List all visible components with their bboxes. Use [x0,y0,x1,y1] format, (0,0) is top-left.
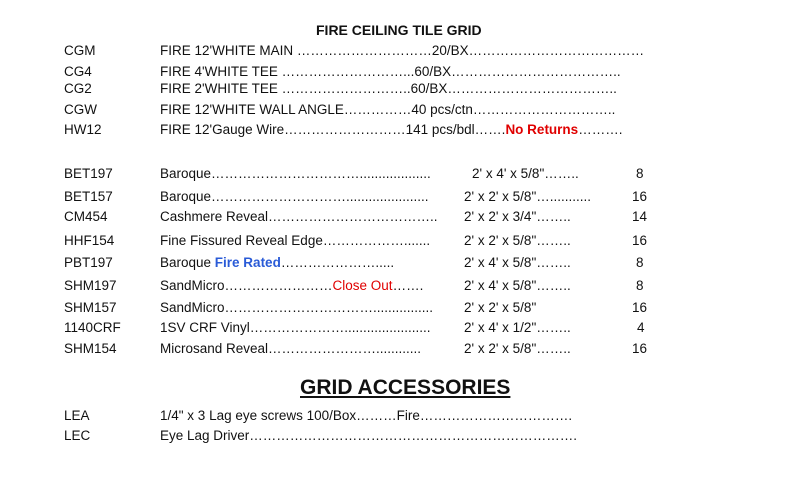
tile-desc-tail: …………………..... [280,255,395,270]
fire-rated-flag: Fire Rated [214,255,281,270]
grid-code: CG2 [64,81,92,96]
grid-accessories-heading: GRID ACCESSORIES [300,376,511,399]
tile-desc: Baroque……………………………................... [160,166,431,181]
tile-desc: Fine Fissured Reveal Edge………………....... [160,233,431,248]
tile-size: 2' x 4' x 5/8"…….. [464,278,571,293]
accessory-desc: Eye Lag Driver………………………………………………………………. [160,428,578,443]
tile-size: 2' x 2' x 5/8"…….. [464,341,571,356]
tile-code: SHM197 [64,278,117,293]
tile-desc-text: Baroque [160,255,215,270]
no-returns-note: No Returns [505,122,579,137]
tile-qty: 16 [632,189,648,204]
close-out-flag: Close Out [332,278,393,293]
grid-code: CGW [64,102,97,117]
grid-desc: FIRE 4'WHITE TEE ………………………...60/BX……………………………….. [160,64,621,79]
tile-desc: Microsand Reveal……………………............ [160,341,422,356]
tile-size: 2' x 2' x 5/8" [464,300,537,315]
grid-desc-text: FIRE 12'Gauge Wire………………………141 pcs/bdl……. [160,122,506,137]
tile-desc: SandMicro……………………………................ [160,300,434,315]
accessory-desc: 1/4" x 3 Lag eye screws 100/Box………Fire……………………………. [160,408,573,423]
tile-size: 2' x 2' x 5/8"…........... [464,189,591,204]
tile-code: SHM154 [64,341,117,356]
tile-code: HHF154 [64,233,115,248]
grid-desc: FIRE 2'WHITE TEE ………………………..60/BX……………………………….. [160,81,617,96]
tile-code: BET197 [64,166,113,181]
tile-desc [160,278,423,293]
tile-code: BET157 [64,189,113,204]
tile-size: 2' x 2' x 5/8"…….. [464,233,571,248]
tile-code: SHM157 [64,300,117,315]
tile-qty: 8 [636,278,644,293]
tile-desc-text: SandMicro…………………… [160,278,333,293]
tile-desc: Baroque…………………………...................... [160,189,429,204]
grid-code: CGM [64,43,96,58]
tile-size: 2' x 4' x 5/8"…….. [472,166,579,181]
grid-code: CG4 [64,64,92,79]
fire-grid-title: FIRE CEILING TILE GRID [316,22,482,38]
tile-qty: 14 [632,209,648,224]
tile-qty: 4 [637,320,645,335]
grid-desc [160,122,622,137]
tile-qty: 16 [632,300,648,315]
tile-desc [160,255,394,270]
tile-desc-tail: ……. [392,278,424,293]
tile-code: 1140CRF [64,320,121,335]
tile-code: PBT197 [64,255,113,270]
tile-size: 2' x 4' x 5/8"…….. [464,255,571,270]
tile-qty: 16 [632,233,648,248]
tile-qty: 16 [632,341,648,356]
grid-desc: FIRE 12'WHITE WALL ANGLE……………40 pcs/ctn………………………….. [160,102,616,117]
grid-desc-tail: ………. [578,122,623,137]
tile-size: 2' x 2' x 3/4"…….. [464,209,571,224]
tile-qty: 8 [636,166,644,181]
tile-size: 2' x 4' x 1/2"…….. [464,320,571,335]
grid-desc: FIRE 12'WHITE MAIN …………………………20/BX………………………………… [160,43,645,58]
accessory-code: LEC [64,428,91,443]
accessory-code: LEA [64,408,90,423]
tile-desc: 1SV CRF Vinyl…………………....................... [160,320,431,335]
grid-code: HW12 [64,122,102,137]
tile-desc: Cashmere Reveal……………………………….. [160,209,438,224]
tile-qty: 8 [636,255,644,270]
tile-code: CM454 [64,209,108,224]
